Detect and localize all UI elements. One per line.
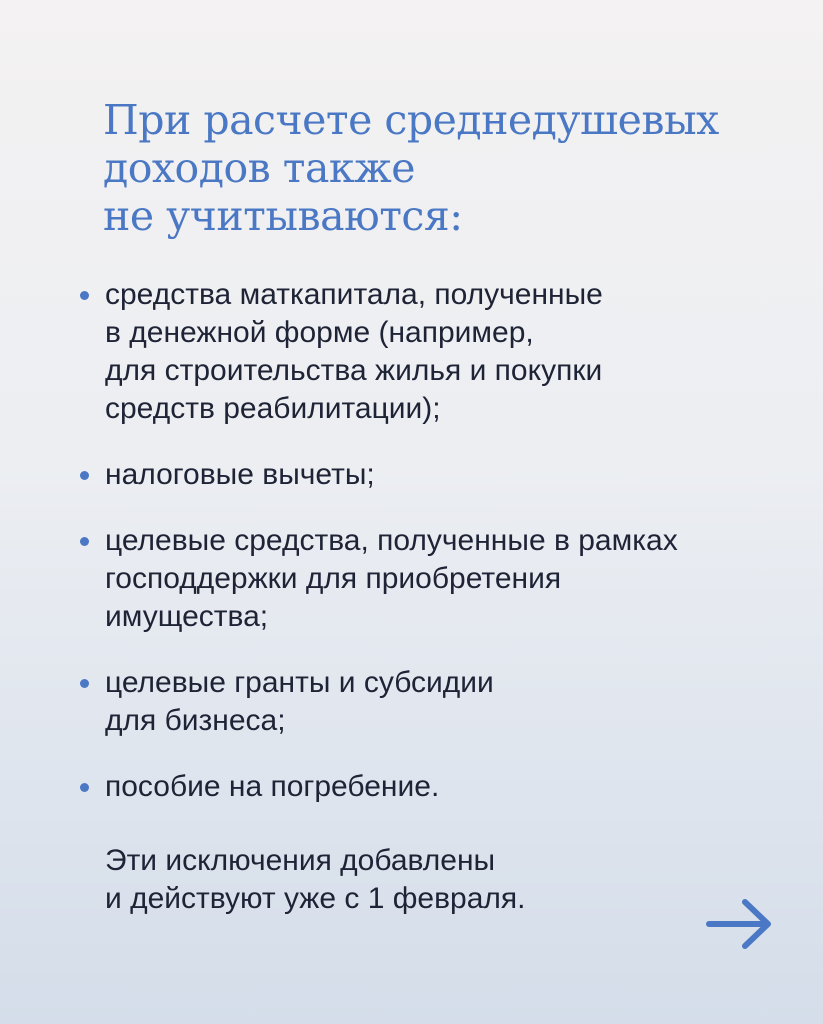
list-item-line: средства маткапитала, полученные (105, 278, 603, 311)
list-item-line: для бизнеса; (105, 704, 286, 737)
slide-title (103, 96, 783, 240)
list-item-line: имущества; (105, 600, 269, 633)
bullet-dot-icon (80, 679, 89, 688)
bullet-dot-icon (80, 537, 89, 546)
note-line-1: Эти исключения добавлены (105, 844, 496, 877)
note-line-2: и действуют уже с 1 февраля. (105, 882, 526, 915)
list-item (78, 456, 798, 494)
arrow-right-icon (705, 896, 775, 952)
title-line-3: не учитываются: (103, 192, 463, 240)
list-item-line: пособие на погребение. (105, 770, 440, 803)
list-item (78, 664, 798, 740)
title-line-2: доходов также (103, 144, 416, 192)
list-item (78, 522, 798, 636)
list-item-line: целевые средства, полученные в рамках (105, 524, 678, 557)
exclusions-list (78, 276, 798, 806)
bullet-dot-icon (80, 291, 89, 300)
list-item (78, 768, 798, 806)
list-item-line: средств реабилитации); (105, 392, 441, 425)
list-item-line: налоговые вычеты; (105, 458, 375, 491)
closing-note (105, 842, 526, 918)
list-item-line: целевые гранты и субсидии (105, 666, 494, 699)
list-item-line: для строительства жилья и покупки (105, 354, 603, 387)
list-item-line: в денежной форме (например, (105, 316, 534, 349)
bullet-dot-icon (80, 783, 89, 792)
next-slide-button[interactable] (705, 896, 775, 952)
title-line-1: При расчете среднедушевых (103, 96, 719, 144)
bullet-dot-icon (80, 471, 89, 480)
list-item (78, 276, 798, 428)
list-item-line: господдержки для приобретения (105, 562, 562, 595)
